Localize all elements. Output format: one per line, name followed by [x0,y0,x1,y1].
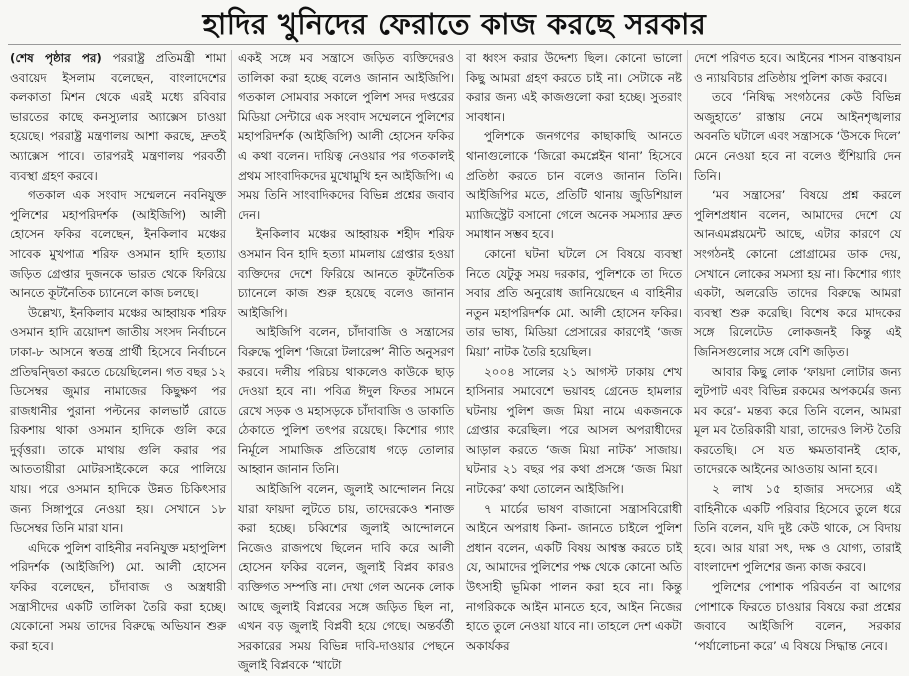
paragraph [10,49,226,186]
paragraph: এদিকে পুলিশ বাহিনীর নবনিযুক্ত মহাপুলিশ পরিদর্শক (আইজিপি) মো. আলী হোসেন ফকির বলেছেন, চাঁদাবাজ ও অস্ত্রধারী সন্ত্রাসীদের একটি তালিকা তৈরি করা হচ্ছে। যেকোনো সময় তাদের বিরুদ্ধে অভিযান শুরু করা হবে। [10,540,226,653]
paragraph: ‘মব সন্ত্রাসের’ বিষয়ে প্রশ্ন করলে পুলিশপ্রধান বলেন, আমাদের দেশে যে আনএমপ্লয়মেন্ট আছে, এটার কারণে যে সংগঠনই কোনো প্রোগ্রামের ডাক দেয়, সেখানে লোকের সমস্যা হয় না। কিশোর গ্যাং একটা, অলরেডি তাদের বিরুদ্ধে আমরা ব্যবস্থা শুরু করেছি। বিশেষ করে মাদকের সঙ্গে রিলেটেড লোকজনই কিন্তু এই জিনিসগুলোর সঙ্গে বেশি জড়িত। [694,188,901,359]
paragraph: কোনো ঘটনা ঘটলে সে বিষয়ে ব্যবস্থা নিতে যেটুকু সময় দরকার, পুলিশকে তা দিতে সবার প্রতি অনুরোধ জানিয়েছেন এ বাহিনীর নতুন মহাপরিদর্শক মো. আলী হোসেন ফকির। তার ভাষ্য, মিডিয়া প্রেসারের কারণেই ‘জজ মিয়া’ নাটক তৈরি হয়েছিল। [466,246,682,359]
paragraph: পুলিশকে জনগণের কাছাকাছি আনতে থানাগুলোকে ‘জিরো কমপ্লেইন থানা’ হিসেবে প্রতিষ্ঠা করতে চান বলেও জানান তিনি। আইজিপির মতে, প্রতিটি থানায় জুডিশিয়াল ম্যাজিস্ট্রেট বসানো গেলে অনেক সমস্যার দ্রুত সমাধান সম্ভব হবে। [466,129,682,242]
paragraph: আইজিপি বলেন, জুলাই আন্দোলন নিয়ে যারা ফায়দা লুটতে চায়, তাদেরকেও শনাক্ত করা হচ্ছে। চব্বিশের জুলাই আন্দোলনে নিজেও রাজপথে ছিলেন দাবি করে আলী হোসেন ফকির বলেন, জুলাই বিপ্লব কারও ব্যক্তিগত সম্পত্তি না। দেখা গেল অনেক লোক আছে জুলাই বিপ্লবের সঙ্গে জড়িত ছিল না, এখন বড় জুলাই বিপ্লবী হয়ে গেছে। অন্তর্বর্তী সরকারের সময় বিভিন্ন দাবি-দাওয়ার পেছনে জুলাই বিপ্লবকে ‘খাটো [238,482,454,673]
continuation-kicker: (শেষ পৃষ্ঠার পর) [10,51,102,65]
column-4 [694,49,901,653]
paragraph: তবে ‘নিষিদ্ধ সংগঠনের কেউ বিভিন্ন অজুহাতে’ রাস্তায় নেমে আইনশৃঙ্খলার অবনতি ঘটালে এবং সন্ত্রাসকে ‘উসকে দিলে’ মেনে নেওয়া হবে না বলেও হুঁশিয়ারি দেন তিনি। [694,90,901,183]
headline: হাদির খুনিদের ফেরাতে কাজ করছে সরকার [202,7,707,41]
column-divider [231,50,232,590]
column-divider [459,50,460,590]
paragraph: একই সঙ্গে মব সন্ত্রাসে জড়িত ব্যক্তিদেরও তালিকা করা হচ্ছে বলেও জানান আইজিপি। গতকাল সোমবার সকালে পুলিশ সদর দপ্তরের মিডিয়া সেন্টারে এক সংবাদ সম্মেলনে পুলিশের মহাপরিদর্শক (আইজিপি) আলী হোসেন ফকির এ কথা বলেন। দায়িত্ব নেওয়ার পর গতকালই প্রথম সাংবাদিকদের মুখোমুখি হন আইজিপি। এ সময় তিনি সাংবাদিকদের বিভিন্ন প্রশ্নের জবাব দেন। [238,51,454,222]
paragraph: আবার কিছু লোক ‘ফায়দা লোটার জন্য লুটপাট এবং বিভিন্ন রকমের অপকর্মের জন্য মব করে’- মন্তব্য করে তিনি বলেন, আমরা মূল মব তৈরিকারী যারা, তাদেরও লিস্ট তৈরি করতেছি। সে যত ক্ষমতাবানই হোক, তাদেরকে আইনের আওতায় আনা হবে। [694,364,901,477]
headline-rule [8,44,901,45]
paragraph-text: পররাষ্ট্র প্রতিমন্ত্রী শামা ওবায়েদ ইসলাম বলেছেন, বাংলাদেশের কলকাতা মিশন থেকে এরই মধ্যে রবিবার ভারতের কাছে কনস্যুলার অ্যাক্সেস চাওয়া হয়েছে। পররাষ্ট্র মন্ত্রণালয় আশা করছে, দ্রুতই অ্যাক্সেস পাবে। তারপরই মন্ত্রণালয় পরবর্তী ব্যবস্থা গ্রহণ করবে। [10,51,227,183]
paragraph: দেশে পরিণত হবে। আইনের শাসন বাস্তবায়ন ও ন্যায়বিচার প্রতিষ্ঠায় পুলিশ কাজ করবে। [694,51,901,85]
paragraph: উল্লেখ্য, ইনকিলাব মঞ্চের আহ্বায়ক শরিফ ওসমান হাদি ত্রয়োদশ জাতীয় সংসদ নির্বাচনে ঢাকা-৮ আসনে স্বতন্ত্র প্রার্থী হিসেবে নির্বাচনে প্রতিদ্বন্দ্বিতা করতে চেয়েছিলেন। গত বছর ১২ ডিসেম্বর জুমার নামাজের কিছুক্ষণ পর রাজধানীর পুরানা পল্টনের কালভার্ট রোডে রিকশায় থাকা ওসমান হাদিকে গুলি করে দুর্বৃত্তরা। তাকে মাথায় গুলি করার পর আততায়ীরা মোটরসাইকেলে করে পালিয়ে যায়। পরে ওসমান হাদিকে উন্নত চিকিৎসার জন্য সিঙ্গাপুরে নেওয়া হয়। সেখানে ১৮ ডিসেম্বর তিনি মারা যান। [10,305,226,536]
paragraph: পুলিশের পোশাক পরিবর্তন বা আগের পোশাকে ফিরতে চাওয়ার বিষয়ে করা প্রশ্নের জবাবে আইজিপি বলেন, সরকার ‘পর্যালোচনা করে’ এ বিষয়ে সিদ্ধান্ত নেবে। [694,580,901,653]
paragraph: ২ লাখ ১৫ হাজার সদস্যের এই বাহিনীকে একটি পরিবার হিসেবে তুলে ধরে তিনি বলেন, যদি দুষ্ট কেউ থাকে, সে বিদায় হবে। আর যারা সৎ, দক্ষ ও যোগ্য, তারাই বাংলাদেশ পুলিশের জন্য কাজ করবে। [694,482,901,575]
paragraph: ৭ মার্চের ভাষণ বাজানো সন্ত্রাসবিরোধী আইনে অপরাধ কিনা- জানতে চাইলে পুলিশ প্রধান বলেন, একটি বিষয় আশ্বস্ত করতে চাই যে, আমাদের পুলিশের পক্ষ থেকে কোনো অতি উৎসাহী ভূমিকা পালন করা হবে না। কিন্তু নাগরিককে আইন মানতে হবে, আইন নিজের হাতে তুলে নেওয়া যাবে না। তাহলে দেশ একটা অকার্যকর [466,501,682,653]
column-divider [687,50,688,590]
column-1 [10,49,227,653]
paragraph: ইনকিলাব মঞ্চের আহ্বায়ক শহীদ শরিফ ওসমান বিন হাদি হত্যা মামলায় গ্রেপ্তার হওয়া ব্যক্তিদের দেশে ফিরিয়ে আনতে কূটনৈতিক চ্যানেলে কাজ শুরু হয়েছে বলেও জানান আইজিপি। [238,227,454,320]
paragraph: বা ধ্বংস করার উদ্দেশ্য ছিল। কোনো ভালো কিছু আমরা গ্রহণ করতে চাই না। সেটাকে নষ্ট করার জন্য এই কাজগুলো করা হচ্ছে। সুতরাং সাবধান। [466,51,682,124]
paragraph: গতকাল এক সংবাদ সম্মেলনে নবনিযুক্ত পুলিশের মহাপরিদর্শক (আইজিপি) আলী হোসেন ফকির বলেছেন, ইনকিলাব মঞ্চের সাবেক মুখপাত্র শরিফ ওসমান হাদি হত্যায় জড়িত গ্রেপ্তার দুজনকে ভারত থেকে ফিরিয়ে আনতে কূটনৈতিক চ্যানেলে কাজ চলছে। [10,188,226,301]
paragraph: ২০০৪ সালের ২১ আগস্ট ঢাকায় শেখ হাসিনার সমাবেশে ভয়াবহ গ্রেনেড হামলার ঘটনায় পুলিশ জজ মিয়া নামে একজনকে গ্রেপ্তার করেছিল। পরে আসল অপরাধীদের আড়াল করতে ‘জজ মিয়া নাটক’ সাজায়। ঘটনার ২১ বছর পর কথা প্রসঙ্গে ‘জজ মিয়া নাটকের’ কথা তোলেন আইজিপি। [466,364,682,497]
column-2 [238,49,454,673]
column-3 [466,49,682,653]
paragraph: আইজিপি বলেন, চাঁদাবাজি ও সন্ত্রাসের বিরুদ্ধে পুলিশ ‘জিরো টলারেন্স’ নীতি অনুসরণ করবে। দলীয় পরিচয় থাকলেও কাউকে ছাড় দেওয়া হবে না। পবিত্র ঈদুল ফিতর সামনে রেখে সড়ক ও মহাসড়কে চাঁদাবাজি ও ডাকাতি ঠেকাতে পুলিশ তৎপর রয়েছে। কিশোর গ্যাং নির্মূলে সামাজিক প্রতিরোধ গড়ে তোলার আহ্বান জানান তিনি। [238,325,454,477]
